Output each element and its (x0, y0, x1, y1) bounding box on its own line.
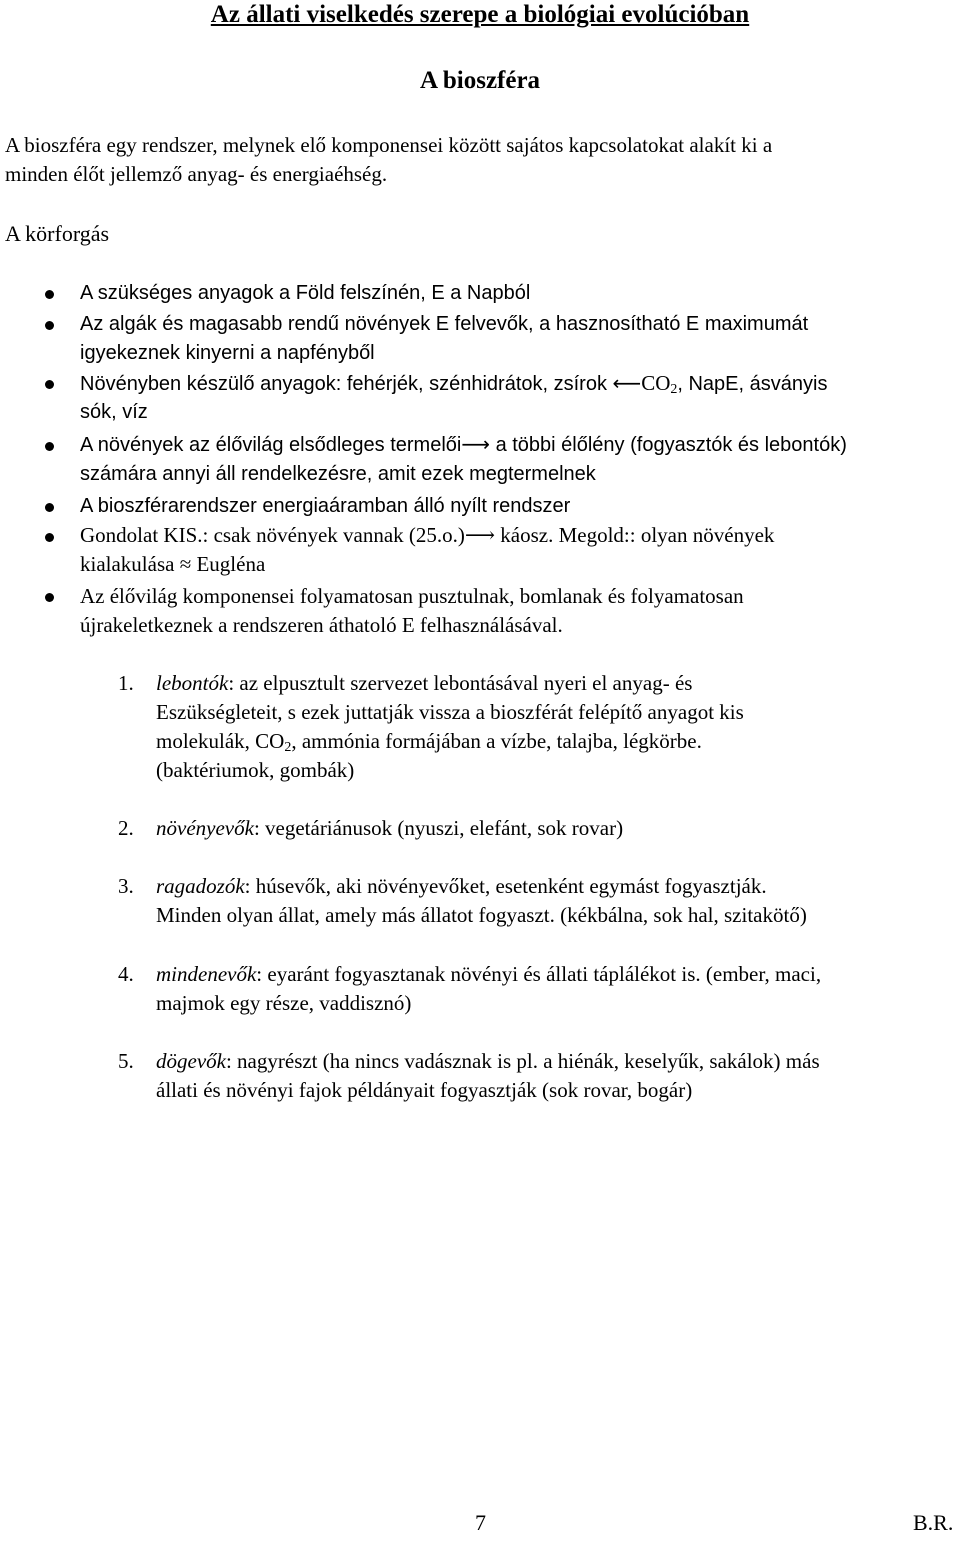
numbered-item-5-text: : nagyrészt (ha nincs vadásznak is pl. a hiénák, keselyűk, sakálok) más (225, 1049, 820, 1073)
term-dogevok: dögevők (156, 1049, 226, 1073)
numbered-item-3-text: : húsevők, aki növényevőket, esetenként egymást fogyasztják. (244, 874, 767, 898)
numbered-item-4-line-2: majmok egy része, vaddisznó) (156, 991, 412, 1015)
bullet-item-2-line-1: Az algák és magasabb rendű növények E felvevők, a hasznosítható E maximumát (80, 313, 809, 335)
numbered-item-5-line-1 (156, 1047, 820, 1076)
list-number: 1. (118, 671, 134, 695)
bullet-item-4-text-b: a többi élőlény (fogyasztók és lebontók) (490, 434, 847, 456)
list-number: 3. (118, 874, 134, 898)
numbered-item-3-line-1 (156, 872, 767, 901)
numbered-item-1-line-2: Eszükségleteit, s ezek juttatják vissza a bioszférát felépítő anyagot kis (156, 700, 744, 724)
section-heading-bioszfera: A bioszféra (419, 67, 541, 94)
bullet-item-6-text-b: káosz. Megold:: olyan növények (495, 523, 775, 547)
intro-line-2: minden élőt jellemző anyag- és energiaéhség. (5, 162, 388, 186)
bullet-dot (45, 593, 54, 602)
bullet-item-3-text-a: Növényben készülő anyagok: fehérjék, szénhidrátok, zsírok (80, 373, 613, 395)
numbered-item-4-text: : eyaránt fogyasztanak növényi és állati táplálékot is. (ember, maci, (256, 962, 822, 986)
bullet-item-4-text-a: A növények az élővilág elsődleges termelői (80, 434, 462, 456)
document-title: Az állati viselkedés szerepe a biológiai evolúcióban (210, 1, 750, 28)
numbered-item-2-line-1 (156, 814, 623, 843)
bullet-item-6-line-1 (80, 521, 774, 550)
numbered-item-2-text: : vegetáriánusok (nyuszi, elefánt, sok rovar) (253, 816, 624, 840)
bullet-dot (45, 503, 54, 512)
bullet-item-3-text-b: , NapE, ásványis (677, 373, 828, 395)
numbered-item-5-line-2: állati és növényi fajok példányait fogyasztják (sok rovar, bogár) (156, 1078, 693, 1102)
term-novenyevok: növényevők (156, 816, 254, 840)
co2-subscript: 2 (284, 740, 292, 755)
author-initials: B.R. (913, 1510, 954, 1535)
co2-formula (641, 371, 677, 395)
bullet-item-7-line-1: Az élővilág komponensei folyamatosan pusztulnak, bomlanak és folyamatosan (80, 584, 744, 608)
term-mindenevok: mindenevők (156, 962, 257, 986)
list-number: 5. (118, 1049, 134, 1073)
bullet-item-3-line-1 (80, 369, 827, 399)
numbered-item-1-text: : az elpusztult szervezet lebontásával nyeri el anyag- és (228, 671, 693, 695)
left-arrow-icon: ⟵ (612, 373, 642, 395)
bullet-dot (45, 290, 54, 299)
bullet-item-1: A szükséges anyagok a Föld felszínén, E a Napból (80, 282, 531, 304)
numbered-item-1-line-3 (156, 727, 702, 756)
numbered-item-3-line-2: Minden olyan állat, amely más állatot fogyaszt. (kékbálna, sok hal, szitakötő) (156, 903, 807, 927)
page-number: 7 (475, 1510, 486, 1535)
bullet-item-6-text-a: Gondolat KIS.: csak növények vannak (25.o.) (80, 523, 465, 547)
bullet-dot (45, 380, 54, 389)
numbered-item-1-line-1 (156, 669, 692, 698)
list-number: 4. (118, 962, 134, 986)
bullet-item-4-line-1 (80, 431, 847, 460)
bullet-dot (45, 442, 54, 451)
bullet-item-2-line-2: igyekeznek kinyerni a napfényből (80, 342, 375, 364)
right-arrow-icon: ⟶ (461, 434, 491, 456)
term-ragadozok: ragadozók (156, 874, 245, 898)
term-lebontok: lebontók (156, 671, 229, 695)
bullet-dot (45, 533, 54, 542)
bullet-dot (45, 321, 54, 330)
bullet-item-3-line-2: sók, víz (80, 401, 148, 423)
co-text: CO (641, 371, 671, 395)
numbered-item-1-line-4: (baktériumok, gombák) (156, 758, 355, 782)
co2-subscript: 2 (670, 382, 678, 397)
bullet-item-7-line-2: újrakeletkeznek a rendszeren áthatoló E felhasználásával. (80, 613, 563, 637)
bullet-item-4-line-2: számára annyi áll rendelkezésre, amit ezek megtermelnek (80, 463, 596, 485)
list-number: 2. (118, 816, 134, 840)
bullet-item-6-line-2: kialakulása ≈ Eugléna (80, 552, 266, 576)
intro-line-1: A bioszféra egy rendszer, melynek elő komponensei között sajátos kapcsolatokat alakít ki a (5, 133, 773, 157)
right-arrow-icon: ⟶ (464, 523, 496, 547)
numbered-item-4-line-1 (156, 960, 821, 989)
bullet-item-5: A bioszférarendszer energiaáramban álló nyílt rendszer (80, 495, 571, 517)
section-heading-korforgas: A körforgás (5, 221, 110, 246)
numbered-item-1-text-b: , ammónia formájában a vízbe, talajba, légkörbe. (291, 729, 702, 753)
numbered-item-1-text-a: molekulák, CO (156, 729, 285, 753)
